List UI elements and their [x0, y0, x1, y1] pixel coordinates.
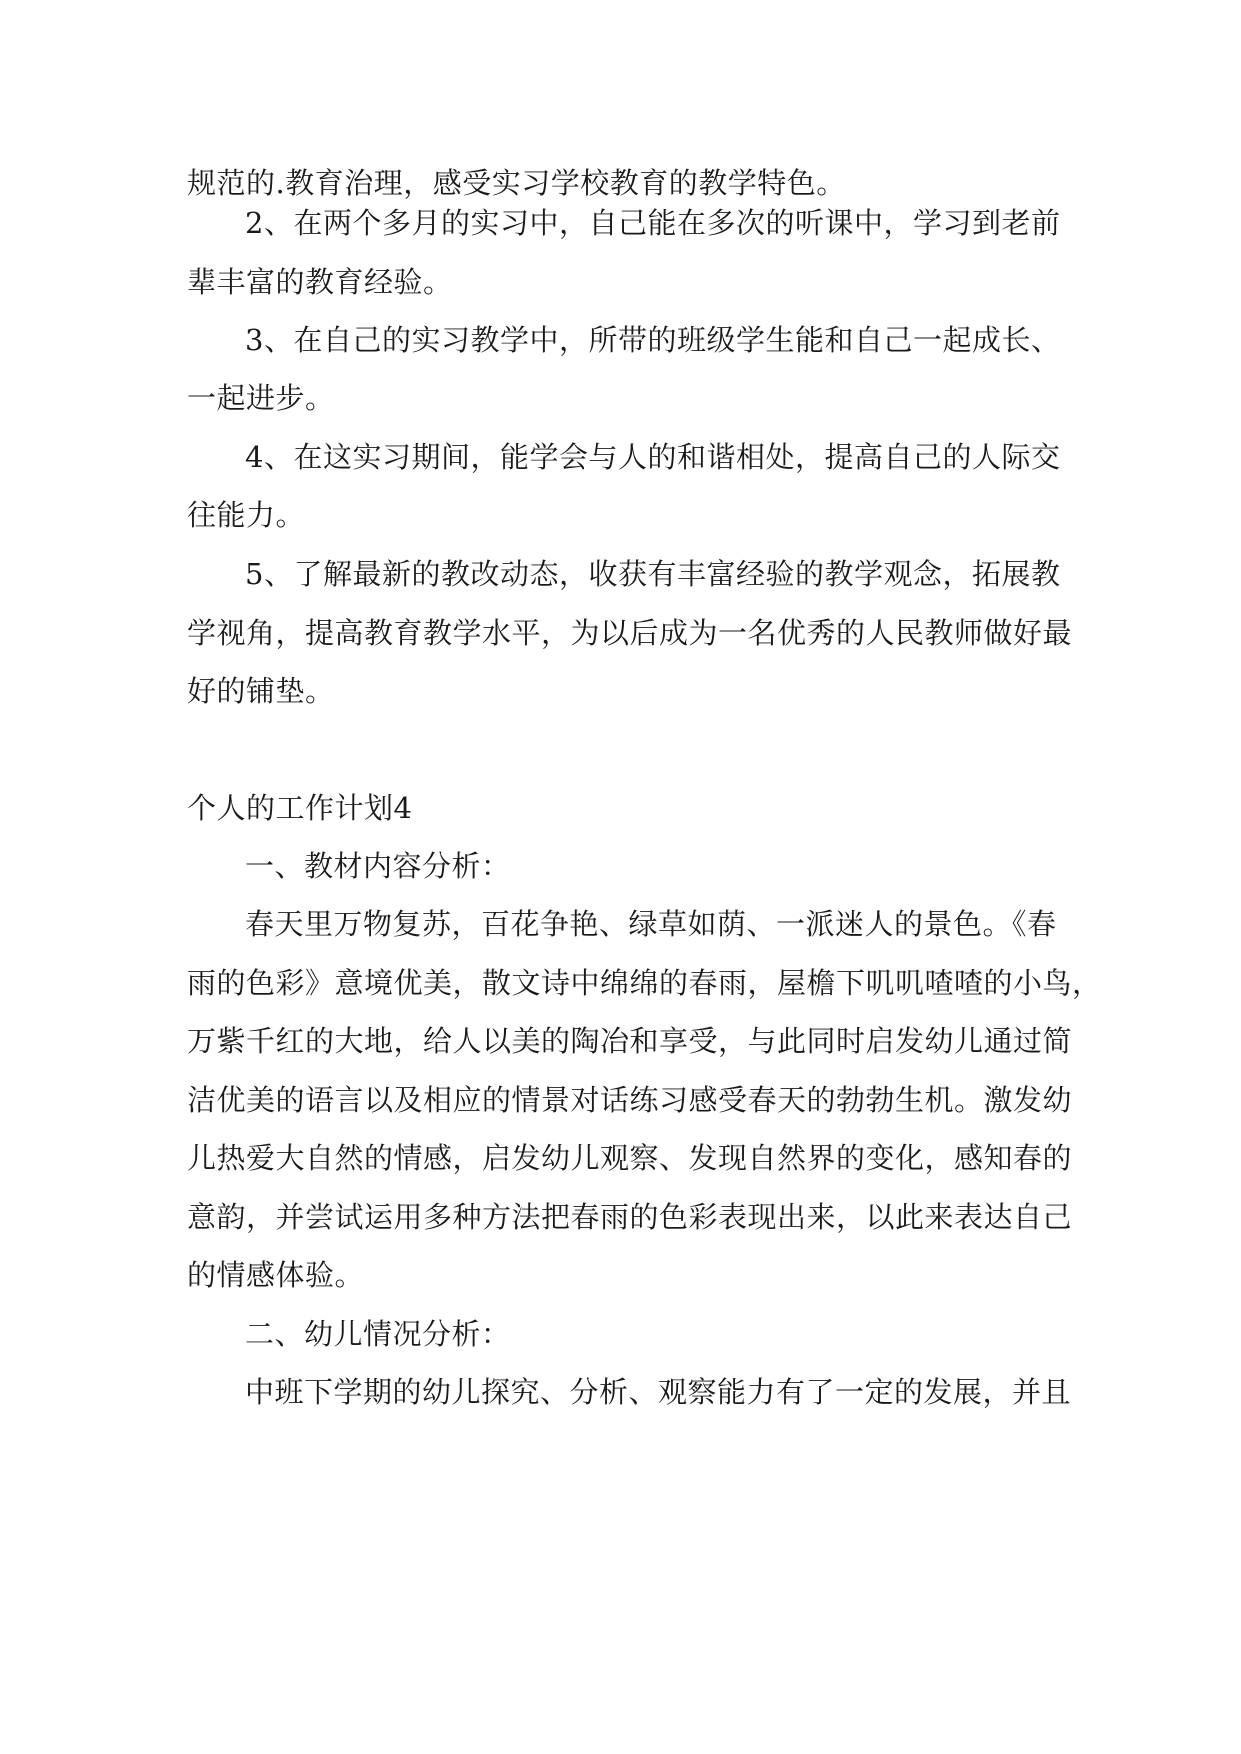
paragraph-line: 2、在两个多月的实习中，自己能在多次的听课中，学习到老前	[245, 206, 1061, 240]
paragraph-line: 万紫千红的大地，给人以美的陶冶和享受，与此同时启发幼儿通过简	[187, 1024, 1073, 1058]
paragraph-line: 规范的.教育治理，感受实习学校教育的教学特色。	[187, 166, 846, 200]
paragraph-line: 好的铺垫。	[187, 674, 335, 708]
paragraph-line: 学视角，提高教育教学水平，为以后成为一名优秀的人民教师做好最	[187, 616, 1073, 650]
paragraph-line: 中班下学期的幼儿探究、分析、观察能力有了一定的发展，并且	[245, 1375, 1072, 1409]
paragraph-line: 5、了解最新的教改动态，收获有丰富经验的教学观念，拓展教	[245, 557, 1061, 591]
paragraph-line: 洁优美的语言以及相应的情景对话练习感受春天的勃勃生机。激发幼	[187, 1083, 1073, 1117]
paragraph-line: 一起进步。	[187, 381, 335, 415]
section-heading: 个人的工作计划4	[187, 791, 413, 825]
paragraph-line: 的情感体验。	[187, 1258, 365, 1292]
paragraph-line: 春天里万物复苏，百花争艳、绿草如荫、一派迷人的景色。《春	[245, 907, 1057, 941]
paragraph-line: 辈丰富的教育经验。	[187, 265, 453, 299]
subsection-heading: 二、幼儿情况分析：	[245, 1317, 511, 1351]
paragraph-line: 4、在这实习期间，能学会与人的和谐相处，提高自己的人际交	[245, 440, 1061, 474]
subsection-heading: 一、教材内容分析：	[245, 849, 511, 883]
paragraph-line: 意韵，并尝试运用多种方法把春雨的色彩表现出来，以此来表达自己	[187, 1200, 1073, 1234]
paragraph-line: 往能力。	[187, 498, 306, 532]
paragraph-line: 儿热爱大自然的情感，启发幼儿观察、发现自然界的变化，感知春的	[187, 1141, 1073, 1175]
paragraph-line: 雨的色彩》意境优美，散文诗中绵绵的春雨，屋檐下叽叽喳喳的小鸟，	[187, 966, 1102, 1000]
paragraph-line: 3、在自己的实习教学中，所带的班级学生能和自己一起成长、	[245, 323, 1061, 357]
